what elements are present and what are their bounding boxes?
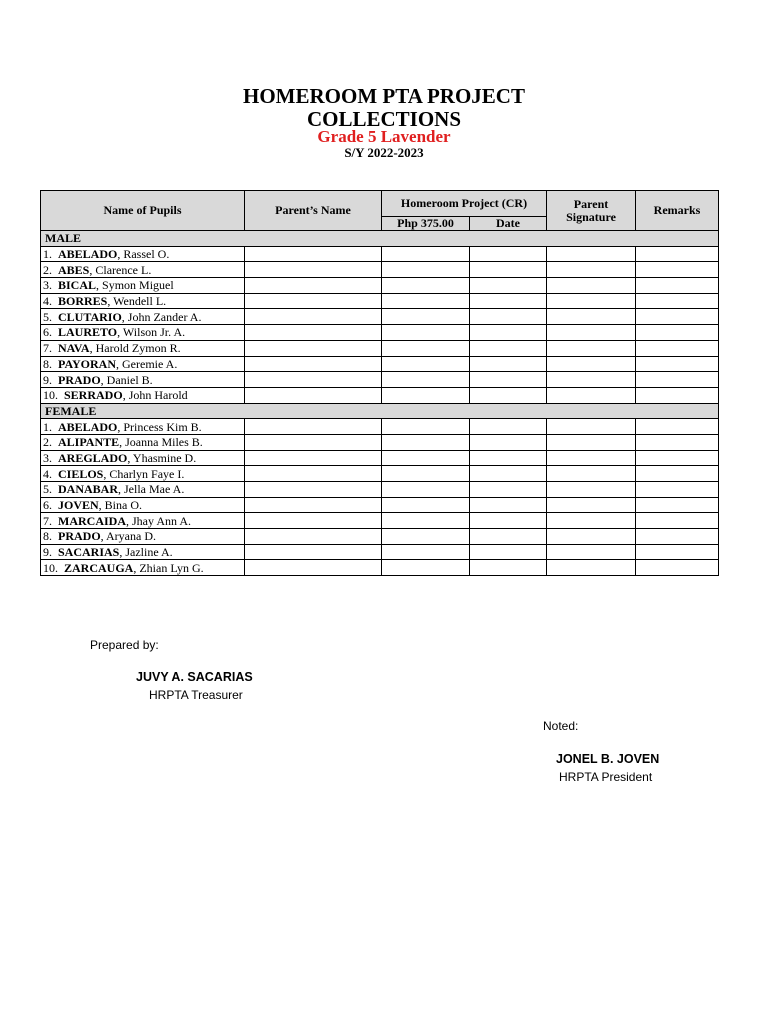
pupil-last-name: ABELADO [58,419,118,434]
date-cell[interactable] [470,356,547,372]
pupil-number: 8. [43,529,52,544]
amount-cell[interactable] [382,434,470,450]
signature-cell[interactable] [547,513,636,529]
date-cell[interactable] [470,262,547,278]
pupil-name-cell [41,419,245,435]
signature-cell[interactable] [547,544,636,560]
pupil-first-name: , Jhay Ann A. [126,513,192,528]
remarks-cell[interactable] [636,325,719,341]
date-cell[interactable] [470,246,547,262]
table-row [41,356,719,372]
amount-cell[interactable] [382,529,470,545]
parent-name-cell[interactable] [245,325,382,341]
noted-by-title: HRPTA President [559,770,653,784]
parent-name-cell[interactable] [245,529,382,545]
pupil-first-name: , Wilson Jr. A. [117,325,186,340]
pupil-first-name: , Charlyn Faye I. [103,466,185,481]
table-row [41,450,719,466]
pupil-first-name: , Jella Mae A. [118,482,185,497]
noted-label: Noted: [543,719,579,733]
date-cell[interactable] [470,466,547,482]
header-amount: Php 375.00 [382,217,470,231]
pupil-number: 4. [43,466,52,481]
signature-cell[interactable] [547,372,636,388]
pupil-name-cell [41,513,245,529]
pupil-number: 8. [43,356,52,371]
amount-cell[interactable] [382,262,470,278]
remarks-cell[interactable] [636,309,719,325]
pupil-name-cell [41,262,245,278]
table-row [41,340,719,356]
table-row [41,513,719,529]
pupil-first-name: , Joanna Miles B. [119,435,203,450]
pupil-number: 9. [43,545,52,560]
signature-cell[interactable] [547,278,636,294]
signature-cell[interactable] [547,482,636,498]
pupil-first-name: , Aryana D. [100,529,156,544]
remarks-cell[interactable] [636,513,719,529]
pupil-name-cell [41,340,245,356]
pupil-first-name: , Daniel B. [100,372,153,387]
date-cell[interactable] [470,293,547,309]
date-cell[interactable] [470,419,547,435]
pupil-last-name: AREGLADO [58,450,128,465]
date-cell[interactable] [470,309,547,325]
amount-cell[interactable] [382,356,470,372]
section-label: FEMALE [41,403,719,419]
pupil-name-cell [41,309,245,325]
pupil-name-cell [41,293,245,309]
section-row [41,231,719,247]
signature-cell[interactable] [547,466,636,482]
date-cell[interactable] [470,450,547,466]
pupil-name-cell [41,450,245,466]
pupil-name-cell [41,466,245,482]
parent-name-cell[interactable] [245,372,382,388]
pupil-number: 3. [43,278,52,293]
table-row [41,497,719,513]
parent-name-cell[interactable] [245,387,382,403]
document-title-line1: HOMEROOM PTA PROJECT [243,84,525,108]
date-cell[interactable] [470,513,547,529]
pupil-first-name: , Rassel O. [117,247,170,262]
pupil-number: 10. [43,560,58,575]
signature-cell[interactable] [547,434,636,450]
date-cell[interactable] [470,372,547,388]
amount-cell[interactable] [382,278,470,294]
pupil-last-name: DANABAR [58,482,118,497]
pupil-first-name: , Symon Miguel [96,278,174,293]
pupil-number: 7. [43,341,52,356]
pupil-name-cell [41,560,245,576]
amount-cell[interactable] [382,497,470,513]
table-row [41,325,719,341]
remarks-cell[interactable] [636,466,719,482]
remarks-cell[interactable] [636,340,719,356]
pupil-number: 5. [43,309,52,324]
amount-cell[interactable] [382,246,470,262]
date-cell[interactable] [470,544,547,560]
table-row [41,387,719,403]
amount-cell[interactable] [382,513,470,529]
pupil-last-name: ABES [58,262,90,277]
pupil-name-cell [41,544,245,560]
pupil-last-name: SERRADO [64,388,123,403]
pupil-last-name: PAYORAN [58,356,117,371]
remarks-cell[interactable] [636,293,719,309]
parent-name-cell[interactable] [245,309,382,325]
amount-cell[interactable] [382,560,470,576]
collections-table [40,190,719,576]
remarks-cell[interactable] [636,372,719,388]
table-row [41,466,719,482]
date-cell[interactable] [470,434,547,450]
parent-name-cell[interactable] [245,293,382,309]
remarks-cell[interactable] [636,497,719,513]
remarks-cell[interactable] [636,544,719,560]
remarks-cell[interactable] [636,482,719,498]
pupil-last-name: SACARIAS [58,545,120,560]
amount-cell[interactable] [382,293,470,309]
remarks-cell[interactable] [636,262,719,278]
pupil-number: 10. [43,388,58,403]
pupil-name-cell [41,387,245,403]
table-row [41,246,719,262]
date-cell[interactable] [470,340,547,356]
table-body [41,231,719,576]
date-cell[interactable] [470,278,547,294]
date-cell[interactable] [470,529,547,545]
prepared-by-name: JUVY A. SACARIAS [136,670,253,684]
pupil-name-cell [41,482,245,498]
table-row [41,482,719,498]
table-row [41,309,719,325]
pupil-number: 6. [43,325,52,340]
pupil-name-cell [41,372,245,388]
parent-name-cell[interactable] [245,560,382,576]
table-row [41,293,719,309]
amount-cell[interactable] [382,387,470,403]
pupil-number: 2. [43,435,52,450]
pupil-number: 1. [43,419,52,434]
pupil-name-cell [41,497,245,513]
parent-name-cell[interactable] [245,356,382,372]
amount-cell[interactable] [382,482,470,498]
pupil-first-name: , Princess Kim B. [117,419,202,434]
parent-name-cell[interactable] [245,434,382,450]
date-cell[interactable] [470,560,547,576]
remarks-cell[interactable] [636,356,719,372]
remarks-cell[interactable] [636,419,719,435]
header-parent-signature: Parent Signature [547,191,636,231]
pupil-last-name: PRADO [58,529,101,544]
date-cell[interactable] [470,325,547,341]
signature-cell[interactable] [547,450,636,466]
remarks-cell[interactable] [636,450,719,466]
pupil-last-name: ALIPANTE [58,435,120,450]
pupil-last-name: CIELOS [58,466,104,481]
table-row [41,560,719,576]
table-row [41,434,719,450]
signature-cell[interactable] [547,262,636,278]
parent-name-cell[interactable] [245,419,382,435]
remarks-cell[interactable] [636,434,719,450]
signature-cell[interactable] [547,419,636,435]
pupil-number: 4. [43,294,52,309]
noted-by-name: JONEL B. JOVEN [556,752,660,766]
pupil-name-cell [41,325,245,341]
parent-name-cell[interactable] [245,246,382,262]
parent-name-cell[interactable] [245,497,382,513]
prepared-by-title: HRPTA Treasurer [149,688,243,702]
signature-cell[interactable] [547,497,636,513]
pupil-number: 2. [43,262,52,277]
parent-name-cell[interactable] [245,513,382,529]
amount-cell[interactable] [382,450,470,466]
pupil-first-name: , Harold Zymon R. [89,341,181,356]
header-parent-name: Parent’s Name [245,191,382,231]
pupil-number: 3. [43,450,52,465]
signature-cell[interactable] [547,246,636,262]
date-cell[interactable] [470,482,547,498]
date-cell[interactable] [470,387,547,403]
signature-cell[interactable] [547,356,636,372]
table-row [41,278,719,294]
pupil-number: 6. [43,498,52,513]
parent-name-cell[interactable] [245,262,382,278]
prepared-by-label: Prepared by: [90,638,159,652]
pupil-number: 7. [43,513,52,528]
table-row [41,419,719,435]
pupil-number: 9. [43,372,52,387]
pupil-last-name: BORRES [58,294,108,309]
signature-cell[interactable] [547,340,636,356]
signature-cell[interactable] [547,387,636,403]
pupil-first-name: , John Harold [122,388,188,403]
amount-cell[interactable] [382,419,470,435]
pupil-last-name: ABELADO [58,247,118,262]
section-row [41,403,719,419]
parent-name-cell[interactable] [245,482,382,498]
signature-cell[interactable] [547,309,636,325]
pupil-last-name: PRADO [58,372,101,387]
parent-name-cell[interactable] [245,544,382,560]
remarks-cell[interactable] [636,560,719,576]
pupil-last-name: MARCAIDA [58,513,126,528]
pupil-last-name: ZARCAUGA [64,560,134,575]
table-row [41,262,719,278]
amount-cell[interactable] [382,372,470,388]
table-row [41,544,719,560]
pupil-name-cell [41,434,245,450]
pupil-first-name: , Clarence L. [89,262,152,277]
pupil-first-name: , Yhasmine D. [127,450,197,465]
header-remarks: Remarks [636,191,719,231]
pupil-first-name: , Wendell L. [107,294,167,309]
table-row [41,372,719,388]
section-label: MALE [41,231,719,247]
table-row [41,529,719,545]
parent-name-cell[interactable] [245,278,382,294]
header-pupils: Name of Pupils [41,191,245,231]
school-year: S/Y 2022-2023 [344,145,424,160]
amount-cell[interactable] [382,340,470,356]
pupil-first-name: , Bina O. [98,498,143,513]
parent-name-cell[interactable] [245,340,382,356]
amount-cell[interactable] [382,309,470,325]
pupil-number: 5. [43,482,52,497]
parent-name-cell[interactable] [245,466,382,482]
pupil-last-name: BICAL [58,278,97,293]
remarks-cell[interactable] [636,278,719,294]
remarks-cell[interactable] [636,529,719,545]
signature-cell[interactable] [547,529,636,545]
header-homeroom-project: Homeroom Project (CR) [382,191,547,217]
pupil-last-name: CLUTARIO [58,309,122,324]
pupil-last-name: LAURETO [58,325,118,340]
document-title-line2: COLLECTIONS [306,107,462,131]
signature-cell[interactable] [547,293,636,309]
pupil-last-name: NAVA [58,341,90,356]
pupil-name-cell [41,529,245,545]
parent-name-cell[interactable] [245,450,382,466]
pupil-first-name: , Jazline A. [119,545,173,560]
remarks-cell[interactable] [636,387,719,403]
pupil-name-cell [41,278,245,294]
pupil-first-name: , Geremie A. [116,356,178,371]
pupil-first-name: , Zhian Lyn G. [133,560,204,575]
signature-cell[interactable] [547,325,636,341]
remarks-cell[interactable] [636,246,719,262]
date-cell[interactable] [470,497,547,513]
amount-cell[interactable] [382,325,470,341]
header-date: Date [470,217,547,231]
pupil-last-name: JOVEN [58,498,99,513]
signature-cell[interactable] [547,560,636,576]
pupil-number: 1. [43,247,52,262]
pupil-name-cell [41,356,245,372]
pupil-first-name: , John Zander A. [121,309,202,324]
amount-cell[interactable] [382,466,470,482]
amount-cell[interactable] [382,544,470,560]
class-name: Grade 5 Lavender [317,127,451,146]
pupil-name-cell [41,246,245,262]
